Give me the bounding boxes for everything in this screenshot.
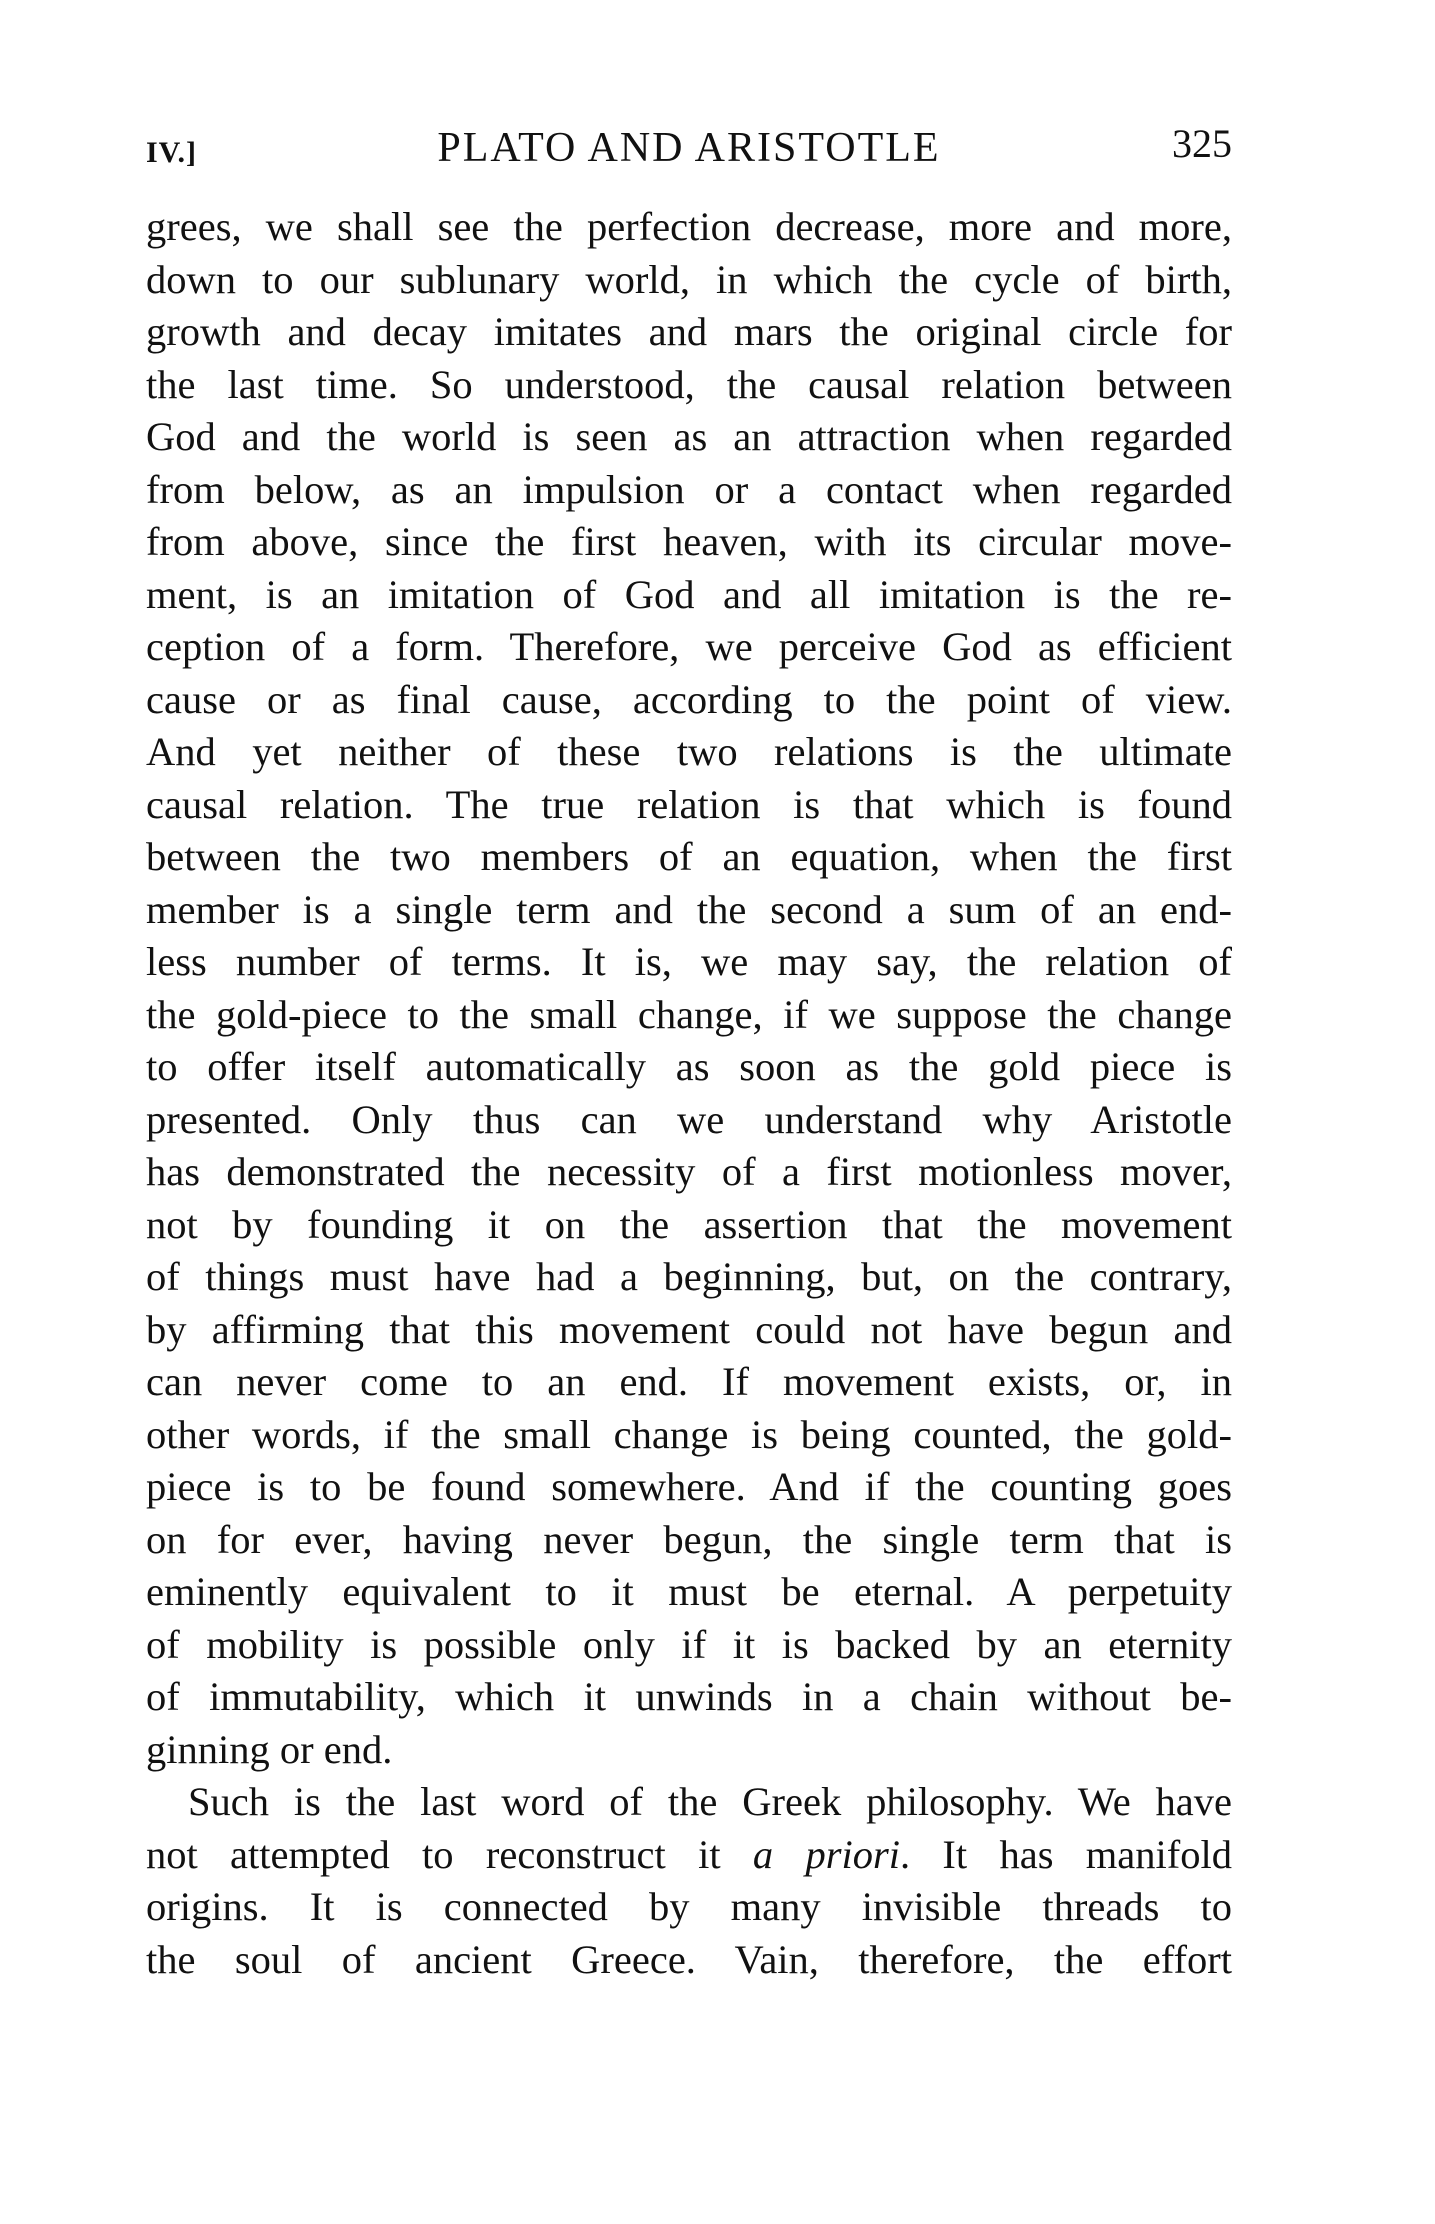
text-line: causal relation. The true relation is that which is found xyxy=(146,781,1232,827)
text-line-emphasis: Such is the last word of the Greek philosophy. We have xyxy=(188,1779,1232,1824)
text-line: And yet neither of these two relations is the ultimate xyxy=(146,729,1232,774)
text-line: the last time. So understood, the causal relation between xyxy=(146,361,1232,407)
text-line: can never come to an end. If movement exists, or, in xyxy=(146,1359,1232,1404)
text-line: by affirming that this movement could not have begun and xyxy=(146,1306,1232,1352)
text-line-emphasis: not attempted to reconstruct it a priori. It has manifold xyxy=(146,1831,1232,1877)
text-line: ception of a form. Therefore, we perceive God as efficient xyxy=(146,624,1232,669)
text-line: piece is to be found somewhere. And if the counting goes xyxy=(146,1464,1232,1509)
text-line: origins. It is connected by many invisible threads to xyxy=(146,1884,1232,1929)
text-line: cause or as final cause, according to the point of view. xyxy=(146,676,1232,722)
text-line: other words, if the small change is being counted, the gold- xyxy=(146,1411,1232,1457)
text-line: ment, is an imitation of God and all imitation is the re- xyxy=(146,571,1232,617)
text-line: member is a single term and the second a sum of an end- xyxy=(146,886,1232,932)
page-header xyxy=(146,120,1232,180)
italic-phrase: a priori xyxy=(752,1831,900,1877)
text-line: down to our sublunary world, in which the cycle of birth, xyxy=(146,256,1232,302)
text-line: the soul of ancient Greece. Vain, therefore, the effort xyxy=(146,1936,1232,1982)
running-title: PLATO AND ARISTOTLE xyxy=(437,125,941,171)
text-line: from below, as an impulsion or a contact when regarded xyxy=(146,466,1232,512)
text-line: of mobility is possible only if it is backed by an eternity xyxy=(146,1621,1232,1667)
text-line: on for ever, having never begun, the single term that is xyxy=(146,1516,1232,1562)
text-line: from above, since the first heaven, with its circular move- xyxy=(146,519,1232,564)
text-line: of things must have had a beginning, but, on the contrary, xyxy=(146,1254,1232,1299)
text-line: ginning or end. xyxy=(146,1726,393,1772)
chapter-number: IV.] xyxy=(146,136,197,169)
text-line: to offer itself automatically as soon as the gold piece is xyxy=(146,1044,1232,1089)
text-line: has demonstrated the necessity of a first motionless mover, xyxy=(146,1149,1232,1194)
text-line: growth and decay imitates and mars the original circle for xyxy=(146,309,1232,354)
text-line: God and the world is seen as an attraction when regarded xyxy=(146,414,1232,459)
body-text xyxy=(146,201,1232,1986)
text-line: grees, we shall see the perfection decrease, more and more, xyxy=(146,204,1232,249)
text-line: presented. Only thus can we understand why Aristotle xyxy=(146,1096,1232,1142)
text-line: not by founding it on the assertion that the movement xyxy=(146,1201,1232,1247)
text-line: the gold-piece to the small change, if we suppose the change xyxy=(146,991,1232,1037)
page-number: 325 xyxy=(1172,121,1232,166)
text-line: eminently equivalent to it must be eternal. A perpetuity xyxy=(146,1569,1232,1614)
text-line: between the two members of an equation, when the first xyxy=(146,834,1232,879)
text-line: of immutability, which it unwinds in a chain without be- xyxy=(146,1674,1232,1719)
text-line: less number of terms. It is, we may say, the relation of xyxy=(146,939,1232,984)
